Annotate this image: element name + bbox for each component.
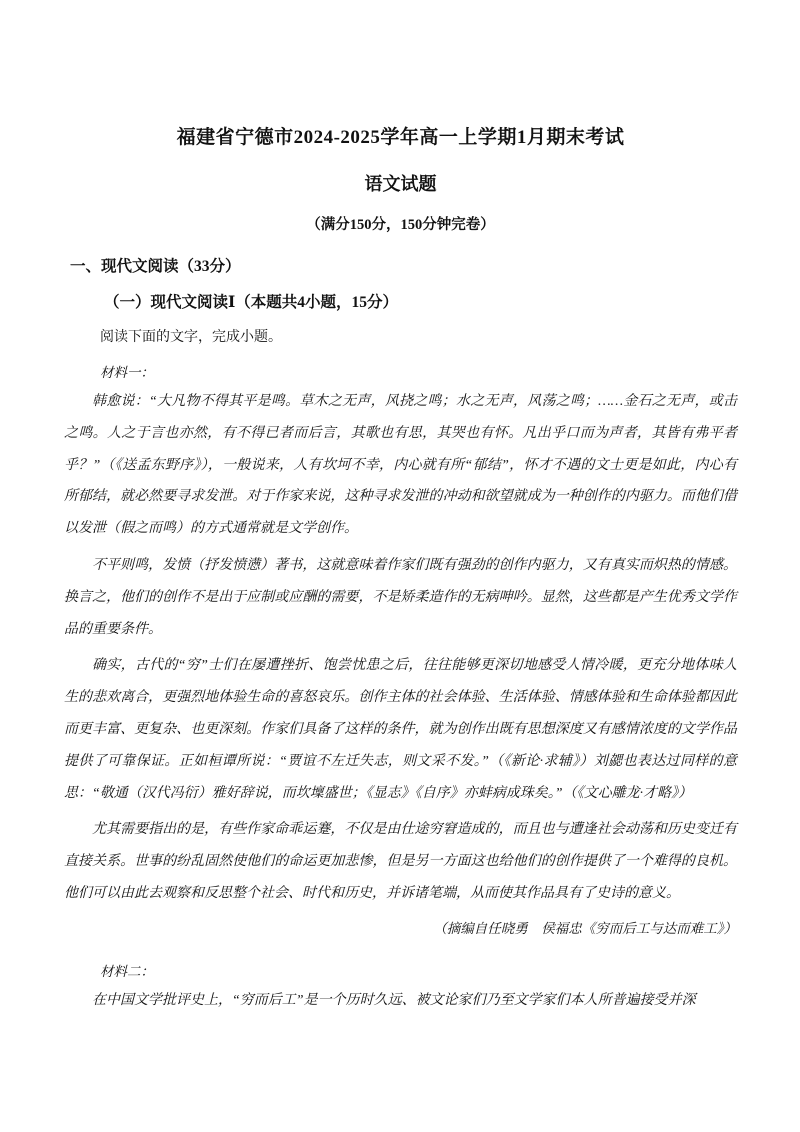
reading-instruction: 阅读下面的文字，完成小题。 — [100, 330, 282, 345]
material2-label: 材料二： — [100, 963, 154, 979]
material1-label: 材料一： — [100, 365, 154, 380]
material1-attribution: （摘编自任晓勇 侯福忠《穷而后工与达而难工》） — [433, 920, 737, 936]
material2-paragraph: 在中国文学批评史上，“穷而后工”是一个历时久远、被文论家们乃至文学家们本人所普遍接受并深 — [92, 992, 696, 1008]
exam-info-line: （满分150分，150分钟完卷） — [306, 217, 495, 233]
exam-subtitle: 语文试题 — [364, 174, 437, 194]
material1-paragraph: 韩愈说：“大凡物不得其平是鸣。草木之无声，风挠之鸣；水之无声，风荡之鸣；……金石之无声，或击之鸣。人之于言也亦然，有不得已者而后言，其歌也有思，其哭也有怀。凡出乎口而为声者，其皆有弗平者乎？”（《送孟东野序》），一般说来，人有坎坷不幸，内心就有所“郁结”，怀才不遇的文士更是如此，内心有所郁结，就必然要寻求发泄。对于作家来说，这种寻求发泄的冲动和欲望就成为一种创作的内驱力。而他们借以发泄（假之而鸣）的方式通常就是文学创作。 — [64, 394, 737, 537]
subsection-heading: （一）现代文阅读Ⅰ（本题共4小题，15分） — [104, 294, 399, 311]
material1-paragraph: 不平则鸣，发愤（抒发愤懑）著书，这就意味着作家们既有强劲的创作内驱力，又有真实而炽热的情感。换言之，他们的创作不是出于应制或应酬的需要，不是矫柔造作的无病呻吟。显然，这些都是产生优秀文学作品的重要条件。 — [64, 557, 737, 637]
material1-paragraph: 尤其需要指出的是，有些作家命乖运蹇，不仅是由仕途穷窘造成的，而且也与遭逢社会动荡和历史变迁有直接关系。世事的纷乱固然使他们的命运更加悲惨，但是另一方面这也给他们的创作提供了一个难得的良机。他们可以由此去观察和反思整个社会、时代和历史，并诉诸笔端，从而使其作品具有了史诗的意义。 — [64, 822, 737, 901]
section-heading: 一、现代文阅读（33分） — [70, 258, 241, 275]
page-title: 福建省宁德市2024-2025学年高一上学期1月期末考试 — [176, 127, 625, 148]
material1-paragraph: 确实，古代的“穷”士们在屡遭挫折、饱尝忧患之后，往往能够更深切地感受人情冷暖，更充分地体味人生的悲欢离合，更强烈地体验生命的喜怒哀乐。创作主体的社会体验、生活体验、情感体验和生命体验都因此而更丰富、更复杂、也更深刻。作家们具备了这样的条件，就为创作出既有思想深度又有感情浓度的文学作品提供了可靠保证。正如桓谭所说：“贾谊不左迁失志，则文采不发。”（《新论·求辅》）刘勰也表达过同样的意思：“敬通（汉代冯衍）雅好辞说，而坎壈盛世；《显志》《自序》亦蚌病成珠矣。”（《文心雕龙·才略》） — [64, 658, 737, 801]
